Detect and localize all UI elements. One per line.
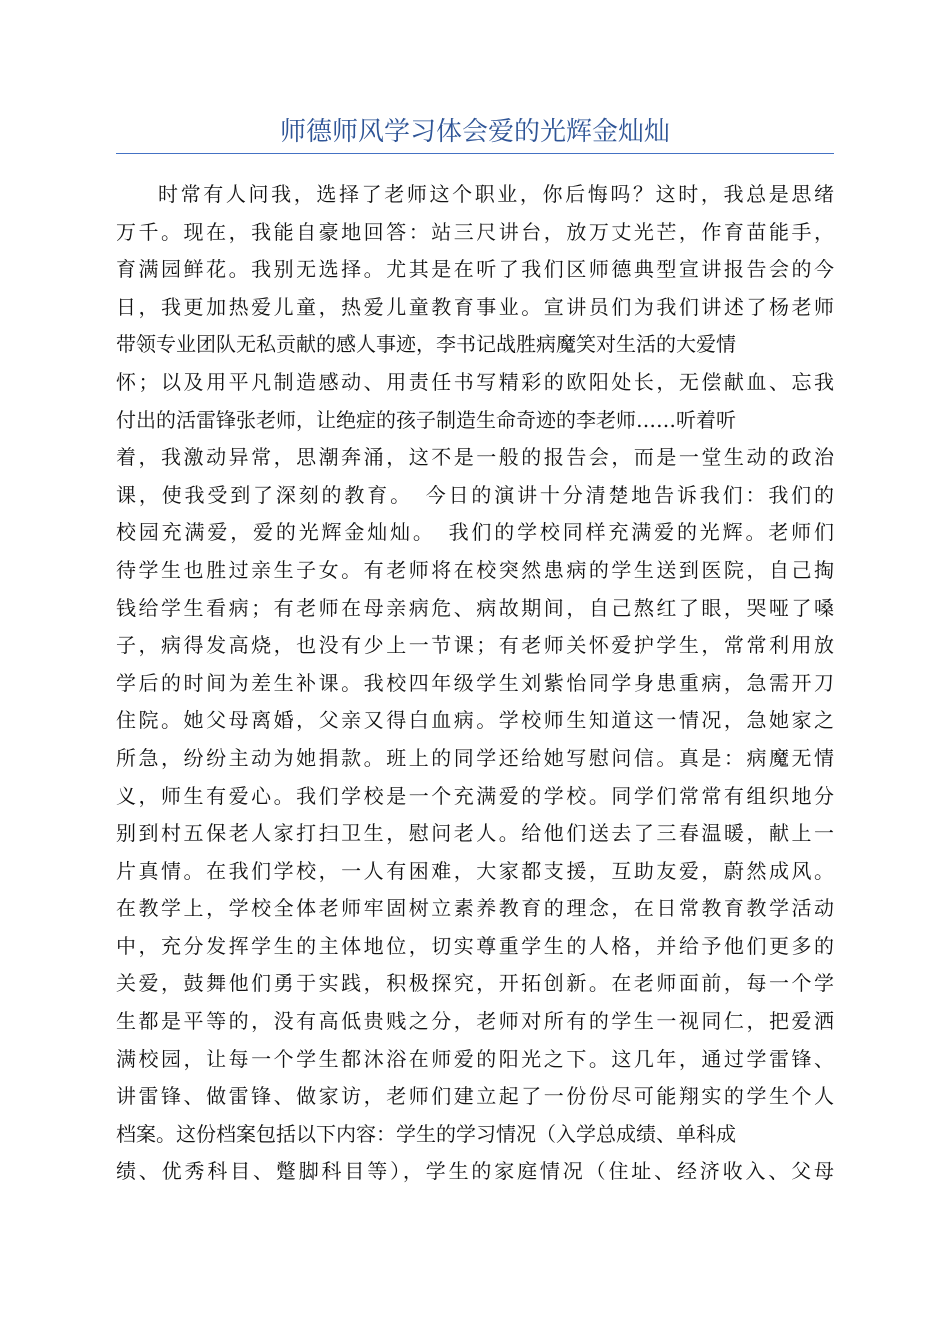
text-line: 关爱，鼓舞他们勇于实践，积极探究，开拓创新。在老师面前，每一个学 bbox=[116, 971, 834, 996]
text-line: 钱给学生看病；有老师在母亲病危、病故期间，自己熬红了眼，哭哑了嗓 bbox=[116, 595, 834, 620]
text-line: 时常有人问我，选择了老师这个职业，你后悔吗？这时，我总是思绪 bbox=[158, 182, 834, 206]
text-line: 育满园鲜花。我别无选择。尤其是在听了我们区师德典型宣讲报告会的今 bbox=[116, 257, 834, 282]
text-line: 生都是平等的，没有高低贵贱之分，老师对所有的学生一视同仁，把爱洒 bbox=[116, 1009, 834, 1034]
text-line: 付出的活雷锋张老师，让绝症的孩子制造生命奇迹的李老师……听着听 bbox=[116, 407, 736, 432]
text-line: 学后的时间为差生补课。我校四年级学生刘紫怡同学身患重病，急需开刀 bbox=[116, 670, 834, 695]
text-line: 着，我激动异常，思潮奔涌，这不是一般的报告会，而是一堂生动的政治 bbox=[116, 445, 834, 470]
text-line: 档案。这份档案包括以下内容：学生的学习情况（入学总成绩、单科成 bbox=[116, 1121, 736, 1146]
text-line: 讲雷锋、做雷锋、做家访，老师们建立起了一份份尽可能翔实的学生个人 bbox=[116, 1084, 834, 1109]
document-title: 师德师风学习体会爱的光辉金灿灿 bbox=[279, 117, 670, 147]
text-line: 义，师生有爱心。我们学校是一个充满爱的学校。同学们常常有组织地分 bbox=[116, 783, 834, 808]
text-line: 子，病得发高烧，也没有少上一节课；有老师关怀爱护学生，常常利用放 bbox=[116, 633, 834, 658]
text-line: 在教学上，学校全体老师牢固树立素养教育的理念，在日常教育教学活动 bbox=[116, 896, 834, 921]
text-line: 所急，纷纷主动为她捐款。班上的同学还给她写慰问信。真是：病魔无情 bbox=[116, 745, 834, 770]
text-line: 课，使我受到了深刻的教育。 今日的演讲十分清楚地告诉我们：我们的 bbox=[116, 482, 834, 507]
text-line: 住院。她父母离婚，父亲又得白血病。学校师生知道这一情况，急她家之 bbox=[116, 708, 834, 733]
text-line: 校园充满爱，爱的光辉金灿灿。 我们的学校同样充满爱的光辉。老师们 bbox=[116, 520, 834, 545]
text-line: 日，我更加热爱儿童，热爱儿童教育事业。宣讲员们为我们讲述了杨老师 bbox=[116, 294, 834, 319]
text-line: 片真情。在我们学校，一人有困难，大家都支援，互助友爱，蔚然成风。 bbox=[116, 858, 834, 883]
text-line: 带领专业团队无私贡献的感人事迹，李书记战胜病魔笑对生活的大爱情 bbox=[116, 332, 736, 357]
document-body bbox=[116, 176, 834, 1191]
text-line: 怀；以及用平凡制造感动、用责任书写精彩的欧阳处长，无偿献血、忘我 bbox=[116, 369, 834, 394]
text-line: 万千。现在，我能自豪地回答：站三尺讲台，放万丈光芒，作育苗能手， bbox=[116, 219, 834, 244]
text-line: 待学生也胜过亲生子女。有老师将在校突然患病的学生送到医院，自己掏 bbox=[116, 557, 834, 582]
text-line: 满校园，让每一个学生都沐浴在师爱的阳光之下。这几年，通过学雷锋、 bbox=[116, 1046, 834, 1071]
text-line: 别到村五保老人家打扫卫生，慰问老人。给他们送去了三春温暖，献上一 bbox=[116, 821, 834, 846]
title-underline bbox=[116, 153, 834, 154]
text-line: 中，充分发挥学生的主体地位，切实尊重学生的人格，并给予他们更多的 bbox=[116, 933, 834, 958]
text-line: 绩、优秀科目、蹩脚科目等），学生的家庭情况（住址、经济收入、父母 bbox=[116, 1159, 834, 1184]
